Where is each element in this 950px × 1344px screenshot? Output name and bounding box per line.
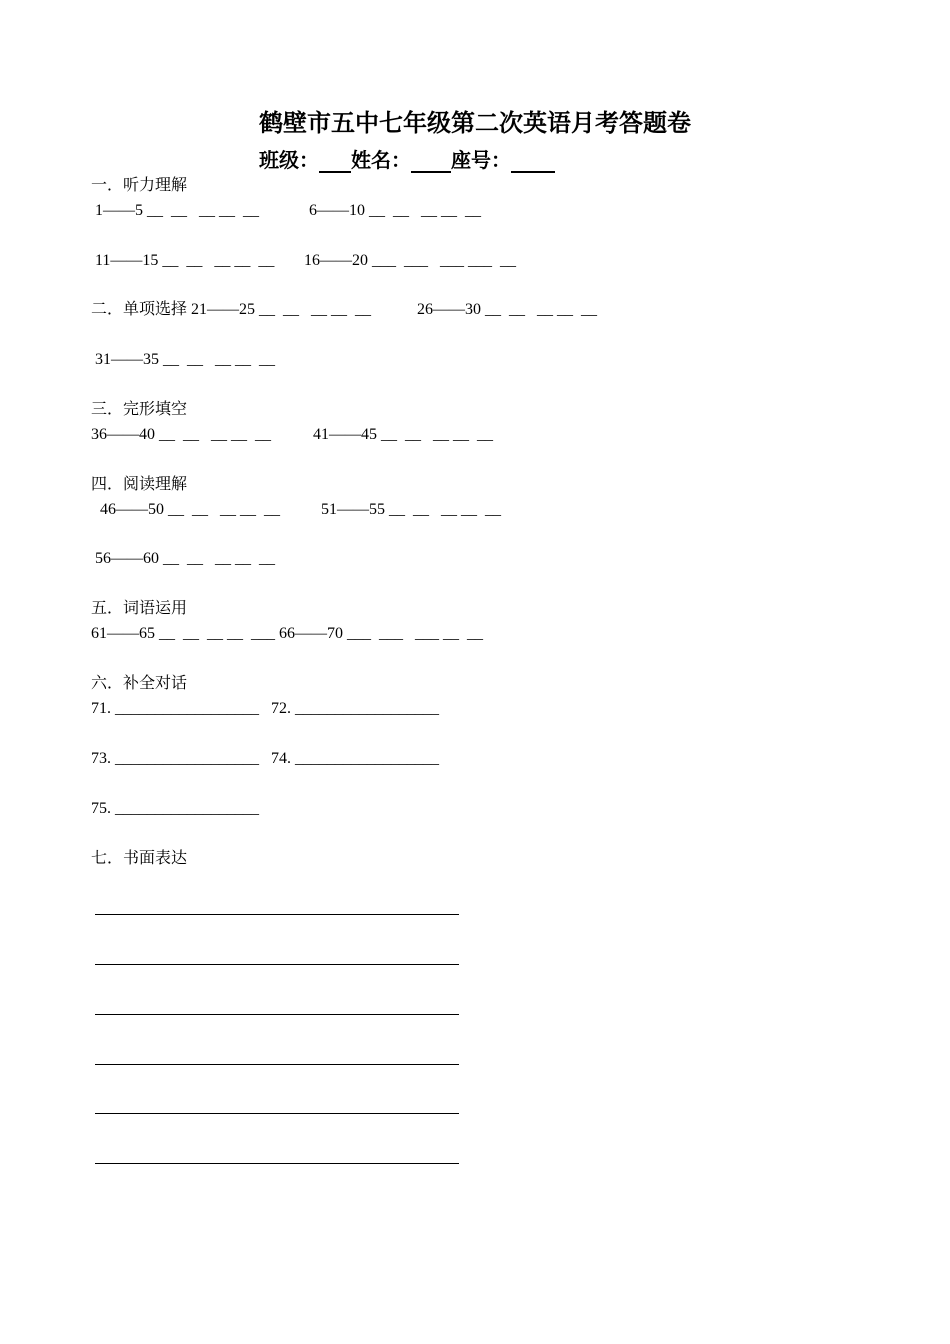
page-title: 鹤壁市五中七年级第二次英语月考答题卷 — [259, 111, 691, 137]
class-field[interactable] — [319, 151, 351, 173]
section-1-heading: 一．听力理解 — [91, 177, 188, 194]
section-4-heading: 四．阅读理解 — [91, 476, 188, 493]
answer-71[interactable]: 71. __________________ — [91, 700, 259, 717]
section-3-heading: 三．完形填空 — [91, 401, 188, 418]
answer-row-21-25: 二．单项选择 21——25 __ __ __ __ __ — [91, 301, 372, 318]
answer-75[interactable]: 75. __________________ — [91, 800, 259, 817]
answer-row-41-45: 41——45 __ __ __ __ __ — [313, 426, 493, 443]
writing-line[interactable] — [95, 964, 459, 965]
answer-row-51-55: 51——55 __ __ __ __ __ — [321, 501, 501, 518]
name-field[interactable] — [411, 151, 451, 173]
answer-row-56-60: 56——60 __ __ __ __ __ — [95, 550, 275, 567]
seat-field[interactable] — [511, 151, 555, 173]
writing-line[interactable] — [95, 1014, 459, 1015]
answer-row-6-10: 6——10 __ __ __ __ __ — [309, 202, 481, 219]
answer-row-36-40: 36——40 __ __ __ __ __ — [91, 426, 271, 443]
student-info-line — [259, 149, 555, 173]
answer-row-1-5: 1——5 __ __ __ __ __ — [95, 202, 259, 219]
writing-line[interactable] — [95, 914, 459, 915]
name-label: 姓名： — [351, 150, 411, 172]
writing-line[interactable] — [95, 1064, 459, 1065]
answer-72[interactable]: 72. __________________ — [271, 700, 439, 717]
answer-row-46-50: 46——50 __ __ __ __ __ — [100, 501, 280, 518]
answer-row-16-20: 16——20 ___ ___ ___ ___ __ — [304, 252, 516, 269]
section-7-heading: 七．书面表达 — [91, 850, 188, 867]
answer-73[interactable]: 73. __________________ — [91, 750, 259, 767]
section-6-heading: 六．补全对话 — [91, 675, 188, 692]
answer-74[interactable]: 74. __________________ — [271, 750, 439, 767]
class-label: 班级： — [259, 150, 319, 172]
writing-line[interactable] — [95, 1113, 459, 1114]
writing-line[interactable] — [95, 1163, 459, 1164]
answer-row-11-15: 11——15 __ __ __ __ __ — [95, 252, 275, 269]
answer-row-61-70: 61——65 __ __ __ __ ___ 66——70 ___ ___ ___ __ __ — [91, 625, 483, 642]
section-5-heading: 五．词语运用 — [91, 600, 188, 617]
seat-label: 座号： — [451, 150, 511, 172]
answer-row-31-35: 31——35 __ __ __ __ __ — [95, 351, 275, 368]
answer-row-26-30: 26——30 __ __ __ __ __ — [417, 301, 597, 318]
